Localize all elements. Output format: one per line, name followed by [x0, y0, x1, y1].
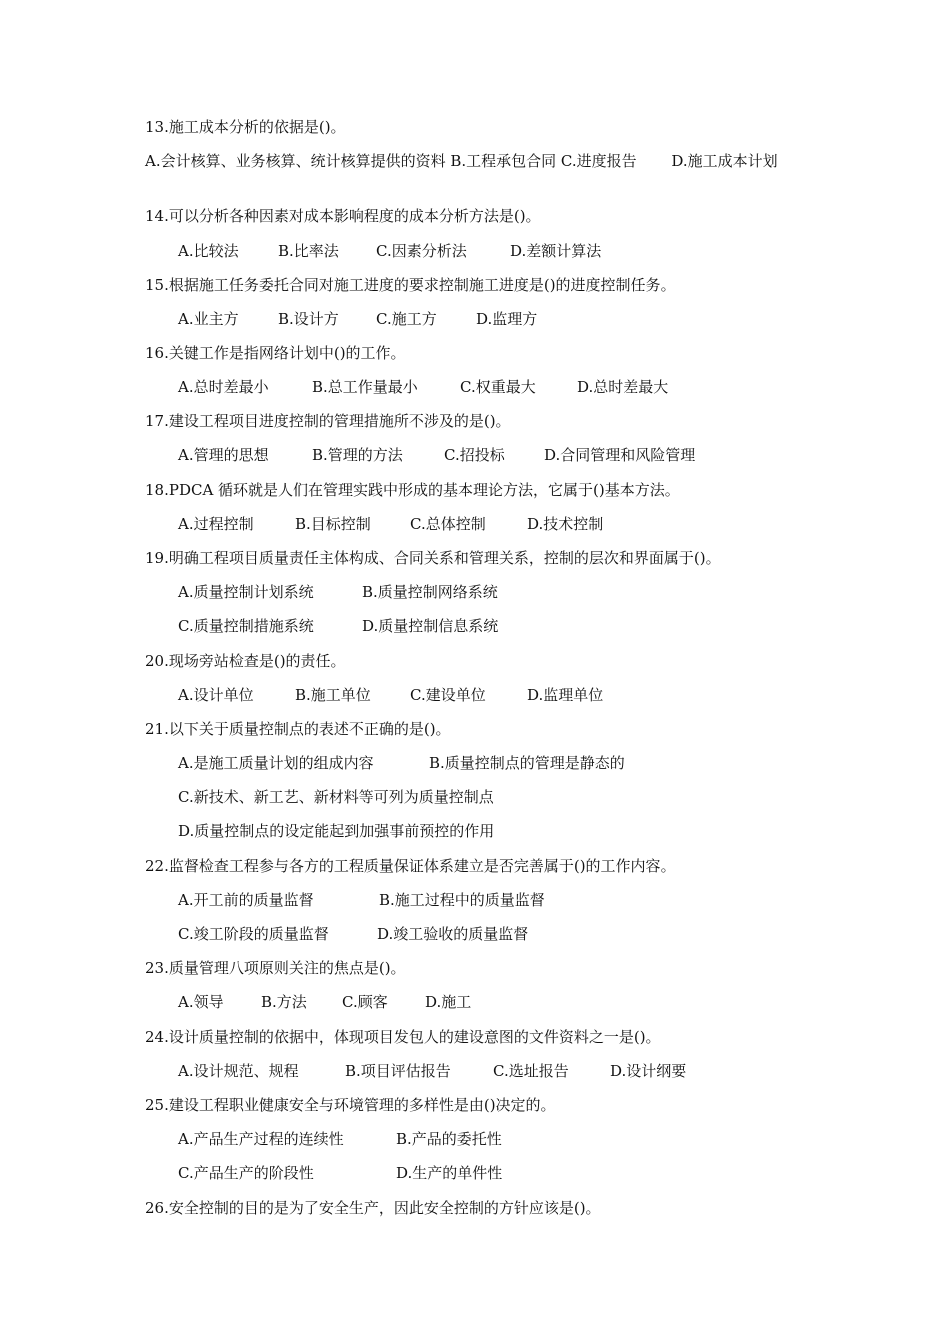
- option-a: A.业主方: [178, 310, 239, 328]
- option-d: D.总时差最大: [577, 378, 669, 396]
- option-a: A.领导: [178, 993, 224, 1011]
- question-24-options: [178, 1061, 686, 1081]
- option-a: A.比较法: [178, 242, 239, 260]
- option-a: A.设计单位: [178, 686, 254, 704]
- option-c: C.选址报告: [493, 1062, 569, 1080]
- option-b: B.项目评估报告: [345, 1062, 451, 1080]
- question-25-stem: 25.建设工程职业健康安全与环境管理的多样性是由()决定的。: [145, 1096, 556, 1114]
- question-25-options-row2: [178, 1163, 502, 1183]
- question-15-options: [178, 309, 537, 329]
- option-d: D.监理单位: [527, 686, 604, 704]
- option-c: C.总体控制: [410, 515, 486, 533]
- question-16-stem: 16.关键工作是指网络计划中()的工作。: [145, 344, 406, 362]
- question-14-options: [178, 241, 601, 261]
- option-a: A.产品生产过程的连续性: [178, 1130, 344, 1148]
- option-a: A.管理的思想: [178, 446, 269, 464]
- option-b: B.管理的方法: [312, 446, 403, 464]
- question-14-stem: 14.可以分析各种因素对成本影响程度的成本分析方法是()。: [145, 207, 541, 225]
- question-19-options-row1: [178, 582, 498, 602]
- option-d: D.生产的单件性: [396, 1164, 503, 1182]
- option-c: C.顾客: [342, 993, 388, 1011]
- option-d: D.竣工验收的质量监督: [377, 925, 529, 943]
- option-b: B.比率法: [278, 242, 339, 260]
- question-13-options: A.会计核算、业务核算、统计核算提供的资料 B.工程承包合同 C.进度报告 D.施工成本计划: [145, 152, 778, 170]
- option-d: D.施工: [425, 993, 472, 1011]
- question-16-options: [178, 377, 668, 397]
- option-b: B.设计方: [278, 310, 339, 328]
- option-b: B.总工作量最小: [312, 378, 418, 396]
- option-b: B.质量控制点的管理是静态的: [429, 754, 625, 772]
- question-20-stem: 20.现场旁站检查是()的责任。: [145, 652, 346, 670]
- question-23-options: [178, 992, 471, 1012]
- question-26-stem: 26.安全控制的目的是为了安全生产，因此安全控制的方针应该是()。: [145, 1199, 601, 1217]
- question-20-options: [178, 685, 603, 705]
- option-c: C.权重最大: [460, 378, 536, 396]
- option-a: A.过程控制: [178, 515, 254, 533]
- option-d: D.差额计算法: [510, 242, 602, 260]
- option-c: C.因素分析法: [376, 242, 467, 260]
- question-13-stem: 13.施工成本分析的依据是()。: [145, 118, 346, 136]
- question-24-stem: 24.设计质量控制的依据中，体现项目发包人的建设意图的文件资料之一是()。: [145, 1028, 661, 1046]
- question-21-option-d: D.质量控制点的设定能起到加强事前预控的作用: [178, 822, 495, 840]
- question-21-stem: 21.以下关于质量控制点的表述不正确的是()。: [145, 720, 451, 738]
- option-d: D.监理方: [476, 310, 538, 328]
- option-d: D.技术控制: [527, 515, 604, 533]
- option-b: B.施工过程中的质量监督: [379, 891, 545, 909]
- option-b: B.方法: [261, 993, 307, 1011]
- question-21-option-c: C.新技术、新工艺、新材料等可列为质量控制点: [178, 788, 494, 806]
- question-18-stem: 18.PDCA 循环就是人们在管理实践中形成的基本理论方法，它属于()基本方法。: [145, 481, 680, 499]
- option-c: C.质量控制措施系统: [178, 617, 314, 635]
- question-25-options-row1: [178, 1129, 502, 1149]
- option-b: B.质量控制网络系统: [362, 583, 498, 601]
- option-a: A.总时差最小: [178, 378, 269, 396]
- question-22-options-row1: [178, 890, 545, 910]
- option-d: D.合同管理和风险管理: [544, 446, 696, 464]
- option-b: B.产品的委托性: [396, 1130, 502, 1148]
- option-a: A.是施工质量计划的组成内容: [178, 754, 374, 772]
- option-c: C.施工方: [376, 310, 437, 328]
- option-b: B.施工单位: [295, 686, 371, 704]
- question-17-stem: 17.建设工程项目进度控制的管理措施所不涉及的是()。: [145, 412, 511, 430]
- question-19-options-row2: [178, 616, 498, 636]
- option-c: C.产品生产的阶段性: [178, 1164, 314, 1182]
- option-c: C.竣工阶段的质量监督: [178, 925, 329, 943]
- question-22-options-row2: [178, 924, 528, 944]
- question-19-stem: 19.明确工程项目质量责任主体构成、合同关系和管理关系，控制的层次和界面属于()。: [145, 549, 721, 567]
- question-23-stem: 23.质量管理八项原则关注的焦点是()。: [145, 959, 406, 977]
- question-17-options: [178, 445, 695, 465]
- question-22-stem: 22.监督检查工程参与各方的工程质量保证体系建立是否完善属于()的工作内容。: [145, 857, 676, 875]
- option-a: A.开工前的质量监督: [178, 891, 314, 909]
- option-d: D.质量控制信息系统: [362, 617, 499, 635]
- option-d: D.设计纲要: [610, 1062, 687, 1080]
- option-c: C.招投标: [444, 446, 505, 464]
- question-15-stem: 15.根据施工任务委托合同对施工进度的要求控制施工进度是()的进度控制任务。: [145, 276, 676, 294]
- option-c: C.建设单位: [410, 686, 486, 704]
- option-b: B.目标控制: [295, 515, 371, 533]
- question-18-options: [178, 514, 603, 534]
- option-a: A.设计规范、规程: [178, 1062, 299, 1080]
- question-21-option-a: [178, 753, 625, 773]
- option-a: A.质量控制计划系统: [178, 583, 314, 601]
